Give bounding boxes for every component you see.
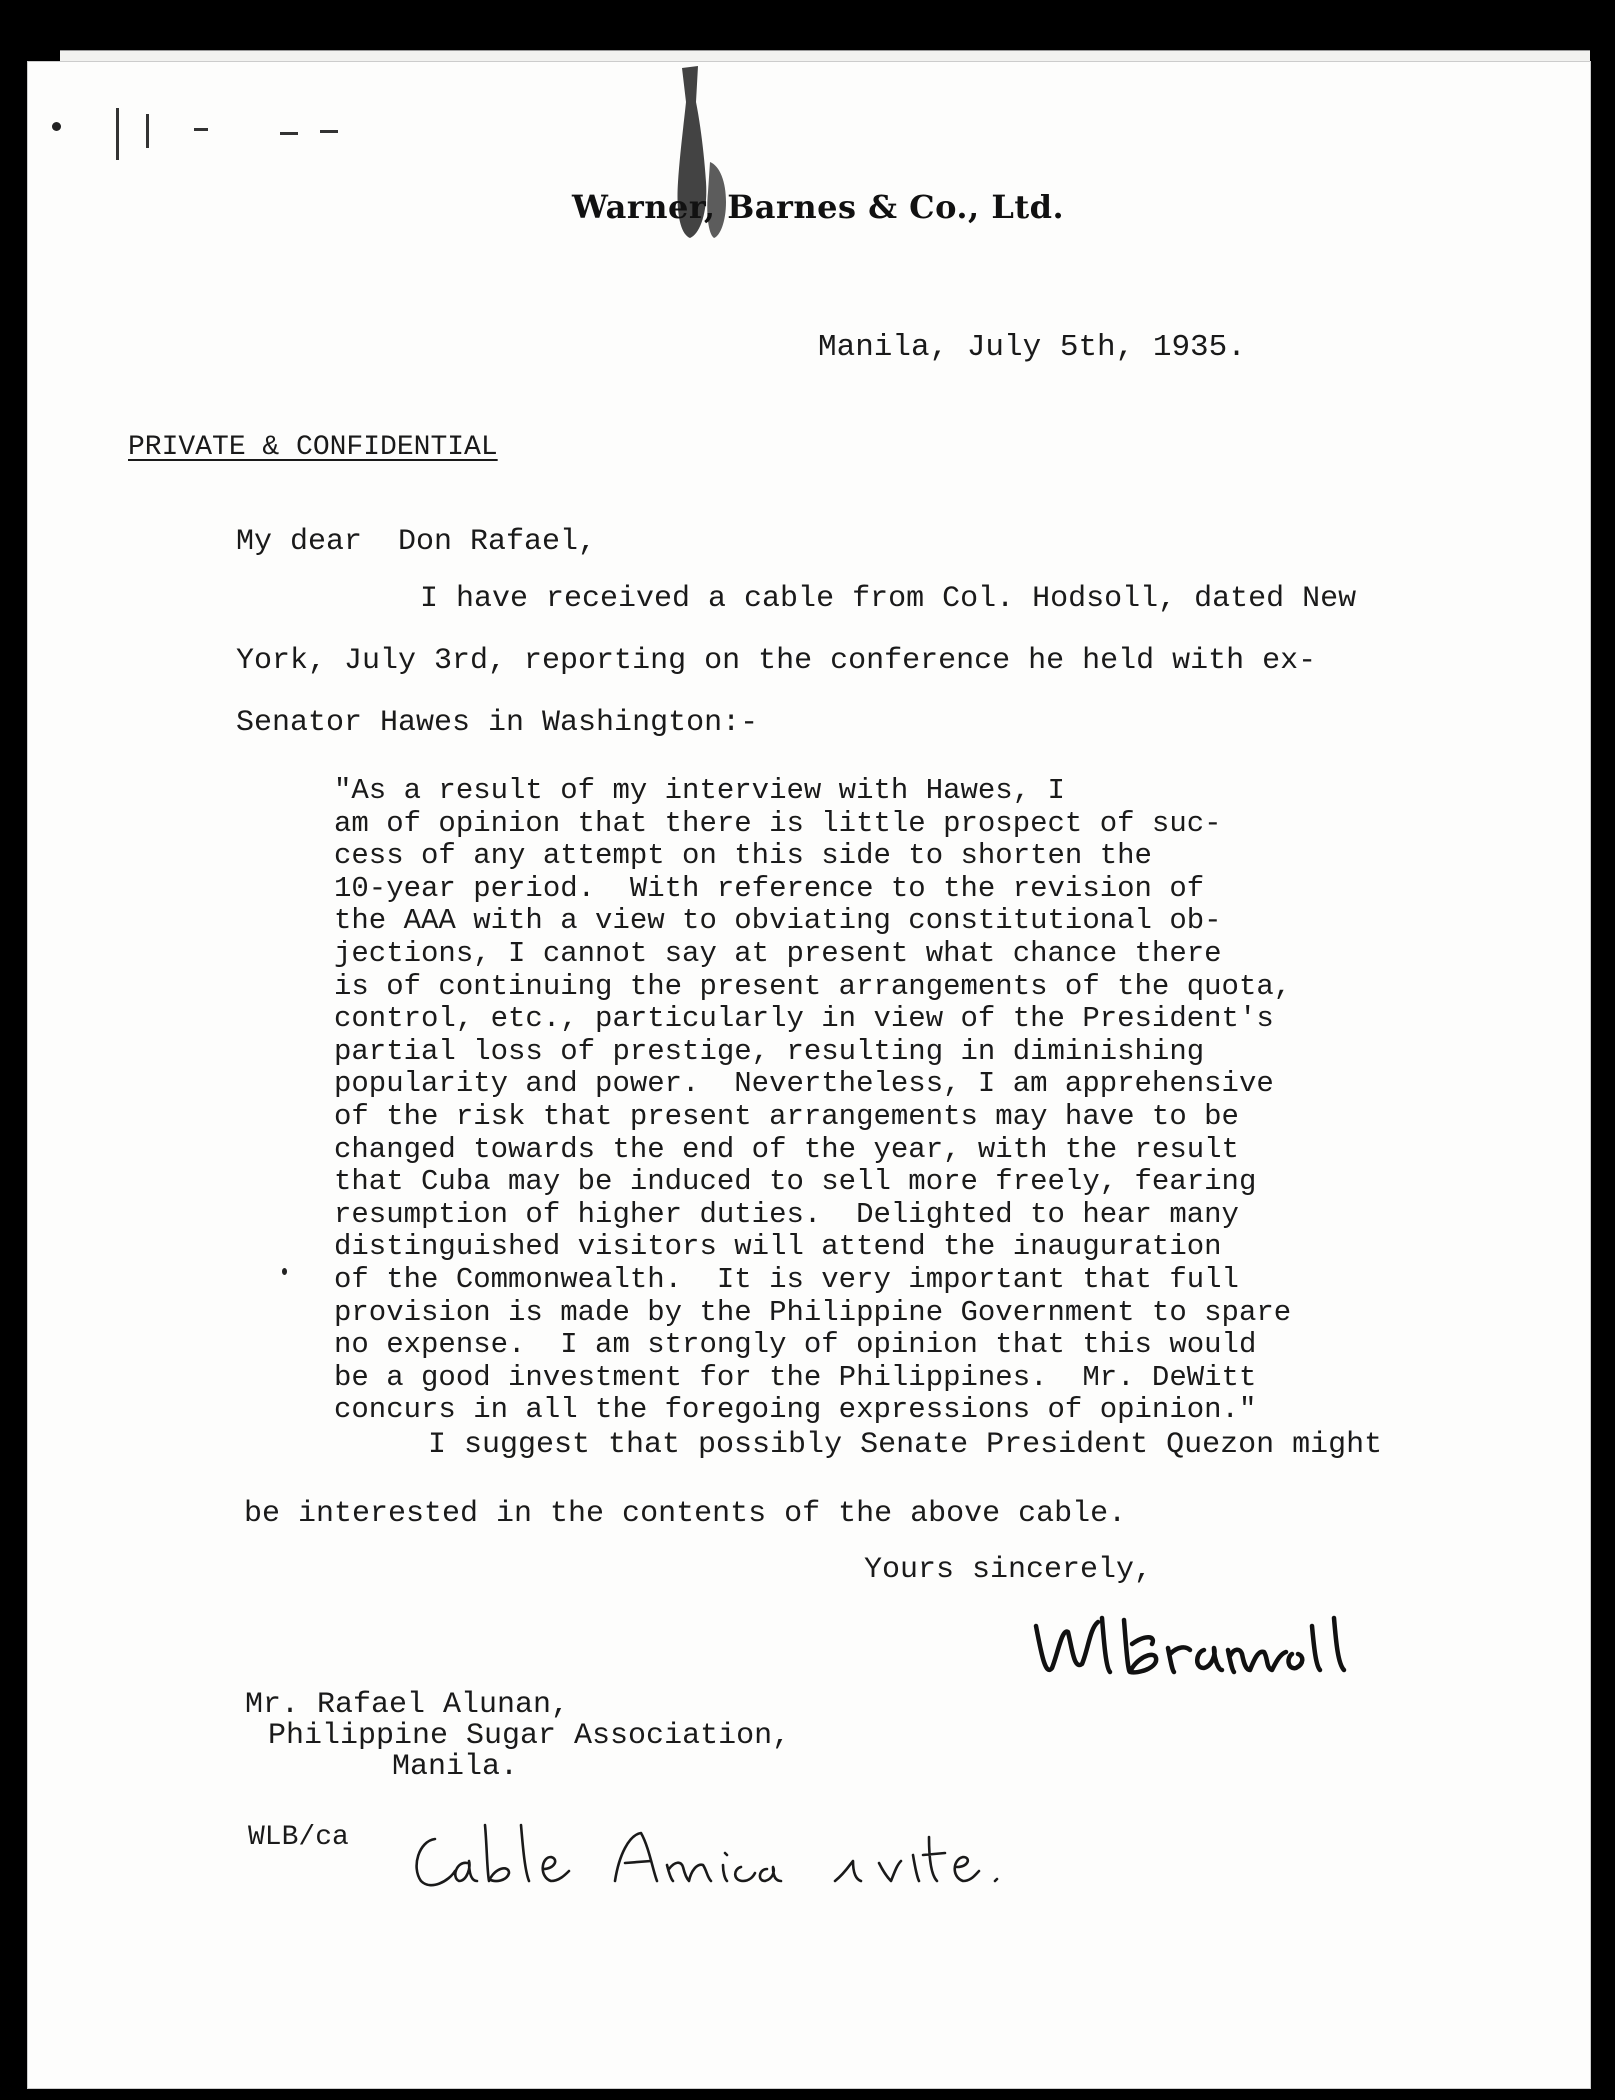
quote-line: partial loss of prestige, resulting in diminishing (334, 1034, 1205, 1068)
punch-mark (52, 122, 61, 131)
paragraph-line: Senator Hawes in Washington:- (236, 706, 759, 740)
quote-line: changed towards the end of the year, with the result (334, 1132, 1239, 1166)
quote-line: jections, I cannot say at present what chance there (334, 936, 1222, 970)
quote-line: concurs in all the foregoing expressions of opinion." (334, 1393, 1257, 1427)
quote-line: is of continuing the present arrangements of the quota, (334, 969, 1292, 1003)
margin-mark (280, 132, 298, 135)
quote-line: control, etc., particularly in view of the President's (334, 1002, 1274, 1036)
letterhead: Warner, Barnes & Co., Ltd. (572, 188, 1065, 226)
margin-mark (146, 114, 149, 148)
margin-mark (194, 128, 208, 131)
recipient-city: Manila. (392, 1750, 519, 1784)
quote-line: popularity and power. Nevertheless, I am apprehensive (334, 1067, 1274, 1101)
quote-line: distinguished visitors will attend the inauguration (334, 1230, 1222, 1264)
reference-initials: WLB/ca (248, 1822, 349, 1853)
handwritten-note (405, 1815, 1055, 1905)
margin-mark (320, 130, 338, 133)
margin-speck (282, 1268, 287, 1275)
quote-line: 10-year period. With reference to the revision of (334, 871, 1205, 905)
quote-line: provision is made by the Philippine Government to spare (334, 1295, 1292, 1329)
quote-line: "As a result of my interview with Hawes, I (334, 774, 1065, 807)
cable-quote (334, 775, 1291, 1427)
quote-line: that Cuba may be induced to sell more freely, fearing (334, 1165, 1257, 1199)
quote-line: of the risk that present arrangements may have to be (334, 1099, 1239, 1133)
quote-line: of the Commonwealth. It is very important that full (334, 1262, 1239, 1296)
quote-line: no expense. I am strongly of opinion that this would (334, 1328, 1257, 1362)
quote-line: cess of any attempt on this side to shorten the (334, 839, 1152, 873)
quote-line: be a good investment for the Philippines. Mr. DeWitt (334, 1360, 1257, 1394)
closing: Yours sincerely, (864, 1553, 1153, 1587)
margin-mark (116, 108, 119, 160)
salutation: My dear Don Rafael, (236, 525, 597, 559)
quote-line: the AAA with a view to obviating constitutional ob- (334, 904, 1222, 938)
confidential-label: PRIVATE & CONFIDENTIAL (128, 432, 498, 463)
paragraph-line: York, July 3rd, reporting on the conference he held with ex- (236, 644, 1317, 678)
quote-line: resumption of higher duties. Delighted to hear many (334, 1197, 1239, 1231)
quote-line: am of opinion that there is little prospect of suc- (334, 806, 1222, 840)
recipient-organization: Philippine Sugar Association, (268, 1719, 791, 1753)
letter-date: Manila, July 5th, 1935. (818, 330, 1246, 365)
paragraph-line: I have received a cable from Col. Hodsoll, dated New (420, 582, 1357, 616)
signature (1028, 1598, 1378, 1688)
recipient-name: Mr. Rafael Alunan, (245, 1688, 570, 1722)
paragraph-line: I suggest that possibly Senate President Quezon might (428, 1428, 1383, 1462)
paragraph-line: be interested in the contents of the above cable. (244, 1497, 1127, 1531)
